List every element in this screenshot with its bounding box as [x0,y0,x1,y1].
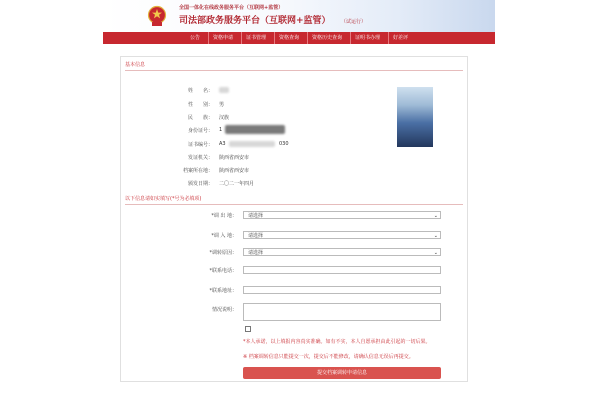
cert-number-value: A3 [219,141,226,147]
page-frame [103,0,495,400]
id-number-value: 1 [219,127,223,133]
nav-apply[interactable]: 资格申请 [208,32,237,44]
transfer-in-value: 请选择 [248,233,264,239]
cert-number-redaction [229,141,275,147]
issuer-label: 发证机关： [187,155,213,161]
transfer-reason-value: 请选择 [248,250,264,256]
basic-info-heading: 基本信息 [125,62,146,68]
chevron-down-icon: ⌄ [433,233,438,239]
transfer-out-select[interactable] [243,211,441,219]
remark-textarea[interactable] [243,303,441,321]
nav-history[interactable]: 资格历史查询 [307,32,346,44]
trial-tag: （试运行） [341,19,367,25]
cert-number-label: 证书编号： [187,142,213,148]
application-card [120,56,468,382]
transfer-reason-label: *调转原因： [209,250,237,256]
gender-value: 男 [219,102,225,108]
issuer-value: 陕西省西安市 [219,155,250,161]
name-redaction [219,87,229,93]
form-divider [125,204,463,205]
chevron-down-icon: ⌄ [433,213,438,219]
id-photo [397,87,433,147]
nav-query[interactable]: 资格查询 [274,32,303,44]
phone-input[interactable] [243,266,441,274]
promise-checkbox[interactable] [245,326,251,332]
chevron-down-icon: ⌄ [433,250,438,256]
cert-number-suffix: 030 [279,141,289,147]
transfer-reason-select[interactable] [243,248,441,256]
nav-certificate[interactable]: 证书管理 [241,32,270,44]
ethnicity-label: 民 族： [187,115,213,121]
nav-proof[interactable]: 证明书办理 [350,32,384,44]
transfer-in-select[interactable] [243,231,441,239]
issue-date-label: 颁发日期： [187,181,213,187]
submit-button[interactable]: 提交档案调转申请信息 [243,367,441,379]
archive-label: 档案所在地： [182,168,213,174]
transfer-in-label: *调 入 地： [211,233,237,239]
archive-value: 陕西省西安市 [219,168,250,174]
main-nav [103,32,495,44]
platform-subtitle: 全国一体化在线政务服务平台（互联网+监管） [179,5,284,11]
ethnicity-value: 汉族 [219,115,230,121]
basic-info-divider [125,70,463,71]
platform-title: 司法部政务服务平台（互联网+监管） [179,16,331,26]
promise-text: *本人承诺，以上填报内容真实准确。如有不实，本人自愿承担由此引起的一切后果。 [243,339,431,345]
form-heading: 以下信息请如实填写(*号为必填项) [125,196,202,202]
site-header [103,0,495,32]
gender-label: 性 别： [187,102,213,108]
id-number-redaction [225,125,285,134]
nav-notice[interactable]: 公告 [189,35,200,41]
id-number-label: 身份证号： [187,128,213,134]
national-emblem-icon [147,5,167,27]
transfer-out-value: 请选择 [248,213,264,219]
issue-date-value: 二〇二一年四月 [219,181,255,187]
phone-label: *联系电话： [209,268,237,274]
address-label: *联系地址： [209,288,237,294]
name-label: 姓 名： [187,88,213,94]
address-input[interactable] [243,286,441,294]
nav-rating[interactable]: 好差评 [388,32,412,44]
transfer-out-label: *调 出 地： [211,213,237,219]
remark-label: 情况说明： [211,307,237,313]
warning-text: ※ 档案调转信息只能提交一次，提交后不能修改，请确认信息无误后再提交。 [243,354,414,360]
